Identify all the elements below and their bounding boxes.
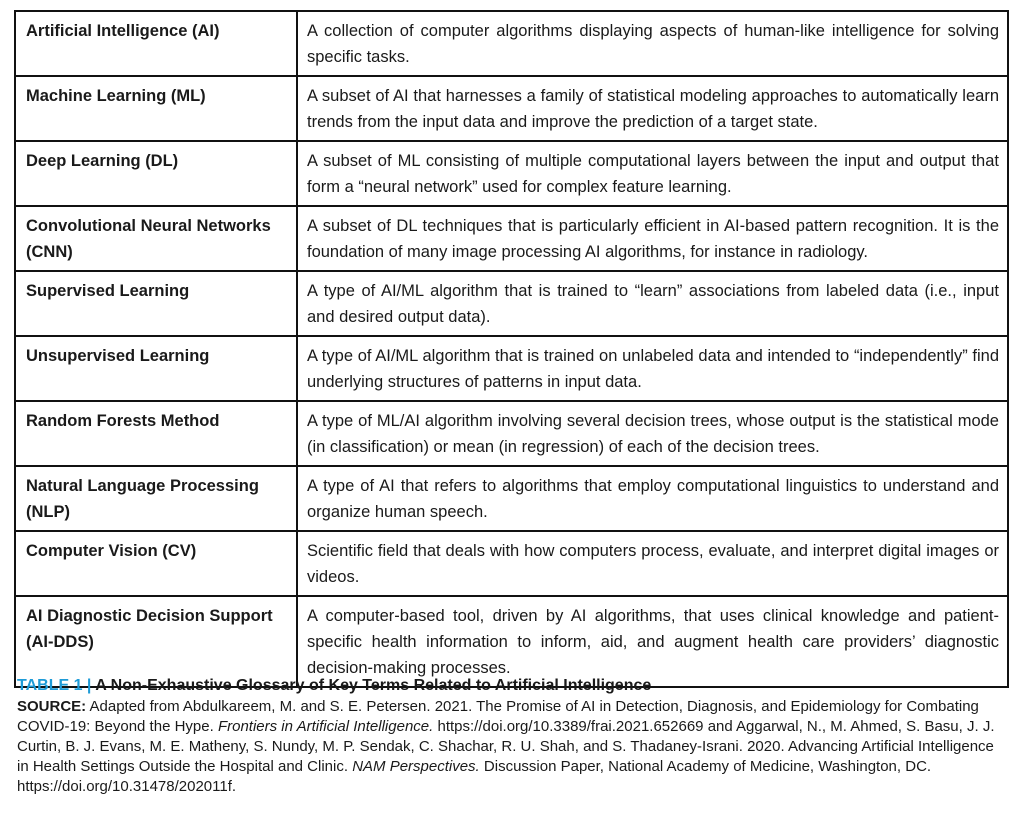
definition-cell: A collection of computer algorithms displaying aspects of human-like intelligence for solving specific tasks. <box>297 11 1008 76</box>
source-text-part2: https://doi.org/10.3389/frai.2021.652669 and Aggarwal, N., M. Ahmed, S. Basu, J. J. Curtin, B. J. Evans, M. E. Matheny, S. Nundy, M. P. Sendak, C. Shachar, R. U. Shah, and S. Thadaney-Israni. 2020. Advancing Artificial Intelligence in Health Settings Outside the Hospital and Clinic. <box>17 718 995 775</box>
glossary-table-body <box>15 11 1008 687</box>
definition-cell: A computer-based tool, driven by AI algorithms, that uses clinical knowledge and patient-specific health information to inform, aid, and augment health care providers’ diagnostic decision-making processes. <box>297 596 1008 687</box>
table-row <box>15 76 1008 141</box>
table-title: A Non-Exhaustive Glossary of Key Terms Related to Artificial Intelligence <box>95 677 652 694</box>
table-row <box>15 336 1008 401</box>
definition-cell: A subset of ML consisting of multiple computational layers between the input and output that form a “neural network” used for complex feature learning. <box>297 141 1008 206</box>
definition-cell: A type of AI/ML algorithm that is trained to “learn” associations from labeled data (i.e., input and desired output data). <box>297 271 1008 336</box>
term-cell: Machine Learning (ML) <box>15 76 297 141</box>
term-cell: AI Diagnostic Decision Support (AI-DDS) <box>15 596 297 687</box>
table-caption <box>17 676 1007 797</box>
source-journal-2: NAM Perspectives. <box>352 758 480 775</box>
term-cell: Unsupervised Learning <box>15 336 297 401</box>
table-row <box>15 596 1008 687</box>
source-journal-1: Frontiers in Artificial Intelligence. <box>217 718 434 735</box>
term-cell: Convolutional Neural Networks (CNN) <box>15 206 297 271</box>
source-label: SOURCE: <box>17 698 87 715</box>
table-row <box>15 466 1008 531</box>
source-text-part1: Adapted from Abdulkareem, M. and S. E. Petersen. 2021. The Promise of AI in Detection, Diagnosis, and Epidemiology for Combating COVID-19: Beyond the Hype. <box>17 698 979 735</box>
definition-cell: A type of AI that refers to algorithms that employ computational linguistics to understand and organize human speech. <box>297 466 1008 531</box>
table-row <box>15 11 1008 76</box>
term-cell: Supervised Learning <box>15 271 297 336</box>
definition-cell: Scientific field that deals with how computers process, evaluate, and interpret digital images or videos. <box>297 531 1008 596</box>
table-row <box>15 271 1008 336</box>
source-citation <box>17 697 1007 797</box>
table-row <box>15 141 1008 206</box>
table-row <box>15 531 1008 596</box>
term-cell: Artificial Intelligence (AI) <box>15 11 297 76</box>
caption-title-line <box>17 676 1007 696</box>
term-cell: Computer Vision (CV) <box>15 531 297 596</box>
definition-cell: A type of AI/ML algorithm that is trained on unlabeled data and intended to “independently” find underlying structures of patterns in input data. <box>297 336 1008 401</box>
source-text-part3: Discussion Paper, National Academy of Medicine, Washington, DC. https://doi.org/10.31478/202011f. <box>17 758 932 795</box>
term-cell: Random Forests Method <box>15 401 297 466</box>
table-row <box>15 206 1008 271</box>
definition-cell: A subset of DL techniques that is particularly efficient in AI-based pattern recognition. It is the foundation of many image processing AI algorithms, for instance in radiology. <box>297 206 1008 271</box>
table-label: TABLE 1 | <box>17 677 92 694</box>
term-cell: Deep Learning (DL) <box>15 141 297 206</box>
glossary-table <box>14 10 1009 688</box>
term-cell: Natural Language Processing (NLP) <box>15 466 297 531</box>
definition-cell: A type of ML/AI algorithm involving several decision trees, whose output is the statistical mode (in classification) or mean (in regression) of each of the decision trees. <box>297 401 1008 466</box>
definition-cell: A subset of AI that harnesses a family of statistical modeling approaches to automatically learn trends from the input data and improve the prediction of a target state. <box>297 76 1008 141</box>
table-row <box>15 401 1008 466</box>
